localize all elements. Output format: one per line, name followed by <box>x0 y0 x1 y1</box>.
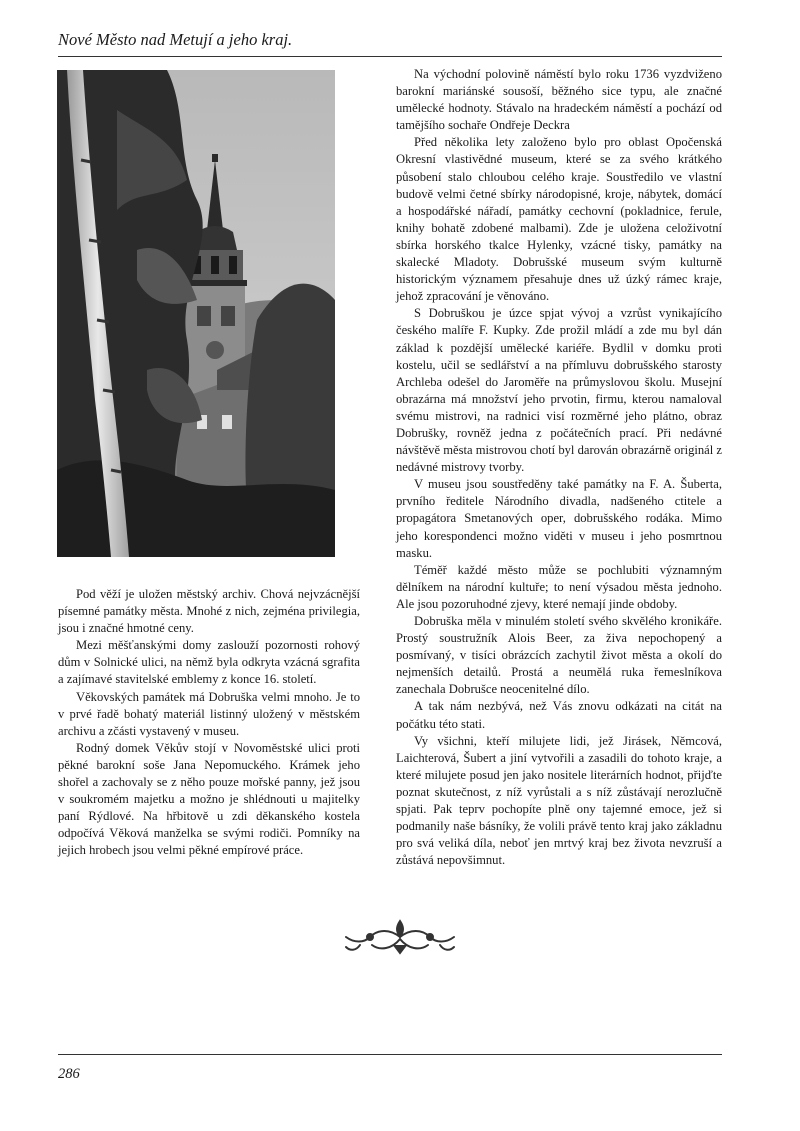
running-header-title: Nové Město nad Metují a jeho kraj. <box>58 30 293 49</box>
paragraph: S Dobruškou je úzce spjat vývoj a vzrůst vynikajícího českého malíře F. Kupky. Zde prožil mládí a zde mu byl dán základ k pozdější umělecké kariéře. Bydlil v domku proti kostelu, učil se sedlářství a na přímluvu dobrušského starosty Archleba odešel do Jaroměře na průmyslovou školu. Musejní obrazárna má množství jeho prvotin, firmu, kterou namaloval svému mistrovi, na radnici visí rozměrné jeho plátno, obraz Dobrušky, rovněž jedna z počátečních prací. Při nedávné návštěvě města mistrovou chotí byl darován obrazárně originál z nedávné mistrovy tvorby. <box>396 306 722 475</box>
paragraph: A tak nám nezbývá, než Vás znovu odkázati na citát na počátku této stati. <box>396 699 722 731</box>
header-rule <box>58 56 722 57</box>
paragraph: Dobruška měla v minulém století svého skvělého kronikáře. Prostý soustružník Alois Beer, za živa nepochopený a posmívaný, v tisíci obrázcích zachytil život města a okolí do nejmenších detailů. Prostá a neumělá ruka řemeslníkova zanechala Dobrušce neocenitelné dílo. <box>396 614 722 697</box>
paragraph: Vy všichni, kteří milujete lidi, jež Jirásek, Němcová, Laichterová, Šubert a jiní vytvořili a zasadili do tohoto kraje, a které milujete posud jen jako nositele literárních hodnot, přijďte poznat skutečnost, z níž vyrůstali a s níž zůstávají nerozlučně spjati. Pak teprv pochopíte plně ony tajemné emoce, jež si podmanily naše básníky, že volili právě tento kraj jako základnu pro svá veliká díla, neboť jen mrtvý kraj bez života nevzruší a zůstává nepovšimnut. <box>396 733 722 868</box>
paragraph: Téměř každé město může se pochlubiti významným dělníkem na národní kultuře; to není výsadou města jednoho. Ale jsou pozoruhodné zjevy, které nemají jinde obdoby. <box>396 562 722 611</box>
paragraph: Na východní polovině náměstí bylo roku 1736 vyzdviženo barokní mariánské sousoší, běžného sice typu, ale značné umělecké hodnoty. Stávalo na hradeckém náměstí a pochází od tamějšího sochaře Ondřeje Deckra <box>396 67 722 133</box>
paragraph: Pod věží je uložen městský archiv. Chová nejvzácnější písemné památky města. Mnohé z nich, zejména privilegia, jsou i značné hmotné ceny. <box>58 587 360 636</box>
paragraph: Mezi měšťanskými domy zaslouží pozornosti rohový dům v Solnické ulici, na němž byla odkryta vzácná sgrafita a zajímavé stavitelské emblemy z konce 16. století. <box>58 638 360 687</box>
right-text-column <box>396 66 722 869</box>
paragraph: Před několika lety založeno bylo pro oblast Opočenská Okresní vlastivědné museum, které se za svého krátkého působení stalo chloubou celého kraje. Soustředilo ve vlastní budově velmi četné sbírky národopisné, kroje, nábytek, domácí a hospodářské nářadí, památky cechovní (pokladnice, ferule, knihy bohatě zdobené malbami). Zde je uložena celoživotní sbírka horského tkalce Hylenky, vzácné tisky, památky na skalecké Mladoty. Dobrušské museum svým kulturně historickým významem přesahuje dnes už úzký rámec kraje, jehož zpracování je věnováno. <box>396 135 722 304</box>
photograph-church-tower <box>57 70 335 557</box>
paragraph: Rodný domek Věkův stojí v Novoměstské ulici proti pěkné barokní soše Jana Nepomuckého. Krámek jeho shořel a zachovaly se z něho pouze mořské panny, jež jsou v soukromém majetku a možno je shlédnouti u majitelky paní Rýdlové. Na hřbitově u zdi děkanského kostela odpočívá Věková manželka se svými rodiči. Pomníky na jejich hrobech jsou velmi pěkné empírové práce. <box>58 740 360 858</box>
left-text-column <box>58 586 360 860</box>
paragraph: Věkovských památek má Dobruška velmi mnoho. Je to v prvé řadě bohatý materiál listinný uložený v městském archivu a zčásti vystavený v museu. <box>58 689 360 738</box>
ornament-divider-icon <box>340 915 460 959</box>
footer-rule <box>58 1054 722 1055</box>
paragraph: V museu jsou soustředěny také památky na F. A. Šuberta, prvního ředitele Národního divadla, nadšeného ctitele a propagátora Smetanových oper, dobrušského rodáka. Mimo jeho korespondenci možno viděti v museu i jeho posmrtnou masku. <box>396 477 722 560</box>
page-number: 286 <box>58 1066 80 1082</box>
